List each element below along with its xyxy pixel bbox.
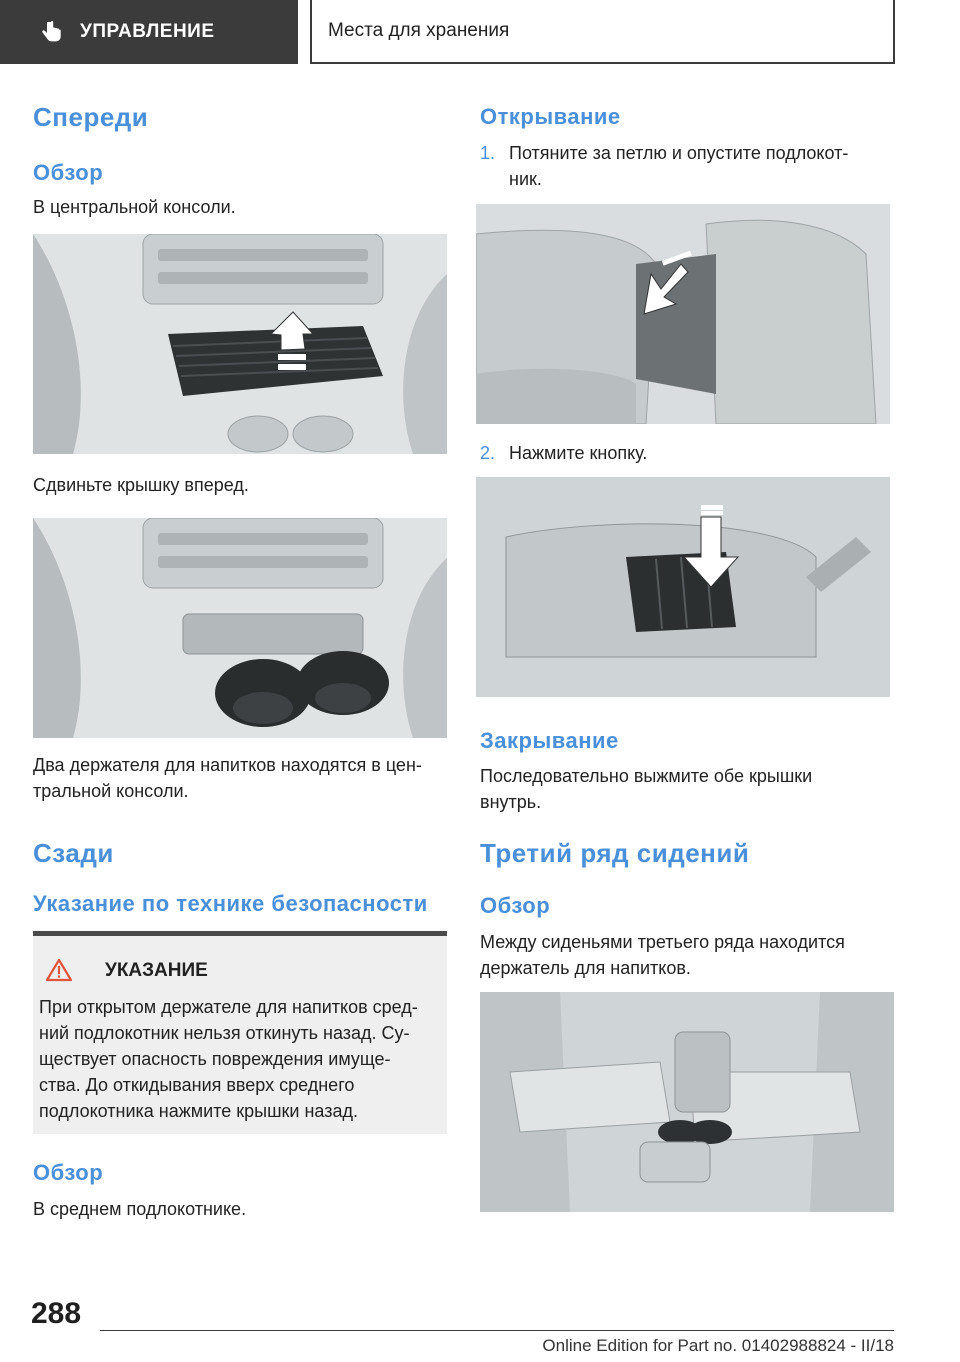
warning-line: ний подлокотник нельзя откинуть назад. Су- bbox=[39, 1023, 410, 1043]
heading-front: Спереди bbox=[33, 102, 149, 132]
warning-triangle-icon bbox=[45, 958, 73, 987]
hand-pointer-icon bbox=[40, 20, 62, 44]
paragraph-line: тральной консоли. bbox=[33, 781, 189, 801]
step-text: ник. bbox=[509, 169, 542, 189]
paragraph-line: Два держателя для напитков находятся в цен- bbox=[33, 755, 422, 775]
section-title: УПРАВЛЕНИЕ bbox=[80, 21, 215, 42]
warning-line: подлокотника нажмите крышки назад. bbox=[39, 1101, 358, 1121]
step-number: 2. bbox=[480, 443, 496, 463]
heading-safety: Указание по технике безопасности bbox=[33, 891, 428, 916]
warning-box bbox=[33, 936, 447, 1134]
paragraph-line: Последовательно выжмите обе крышки bbox=[480, 766, 813, 786]
edition-note: Online Edition for Part no. 01402988824 - II/18 bbox=[542, 1336, 894, 1355]
heading-overview: Обзор bbox=[33, 1160, 104, 1185]
subsection-title: Места для хранения bbox=[310, 0, 895, 64]
console-cover-image bbox=[33, 234, 447, 454]
step-text: Нажмите кнопку. bbox=[509, 443, 648, 463]
paragraph-line: Между сиденьями третьего ряда находится bbox=[480, 932, 845, 952]
page-number: 288 bbox=[31, 1297, 82, 1330]
warning-line: При открытом держателе для напитков сред- bbox=[39, 997, 418, 1017]
heading-opening: Открывание bbox=[480, 104, 621, 129]
rear-seat-armrest-image bbox=[476, 204, 890, 424]
step-number: 1. bbox=[480, 143, 496, 163]
paragraph: Сдвиньте крышку вперед. bbox=[33, 475, 249, 495]
third-row-cupholder-image bbox=[480, 992, 894, 1212]
paragraph-line: держатель для напитков. bbox=[480, 958, 691, 978]
heading-overview: Обзор bbox=[480, 893, 551, 918]
warning-line: ществует опасность повреждения имуще- bbox=[39, 1049, 391, 1069]
heading-third-row: Третий ряд сидений bbox=[480, 838, 750, 868]
heading-closing: Закрывание bbox=[480, 728, 619, 753]
paragraph: В среднем подлокотнике. bbox=[33, 1199, 247, 1219]
warning-line: ства. До откидывания вверх среднего bbox=[39, 1075, 355, 1095]
paragraph: В центральной консоли. bbox=[33, 197, 236, 217]
cupholders-image bbox=[33, 518, 447, 738]
heading-rear: Сзади bbox=[33, 838, 114, 868]
heading-overview: Обзор bbox=[33, 160, 104, 185]
armrest-button-image bbox=[476, 477, 890, 697]
step-text: Потяните за петлю и опустите подлокот- bbox=[509, 143, 849, 163]
footer-rule bbox=[100, 1330, 894, 1331]
warning-title: УКАЗАНИЕ bbox=[105, 960, 208, 981]
section-tab[interactable] bbox=[0, 0, 298, 64]
paragraph-line: внутрь. bbox=[480, 792, 542, 812]
